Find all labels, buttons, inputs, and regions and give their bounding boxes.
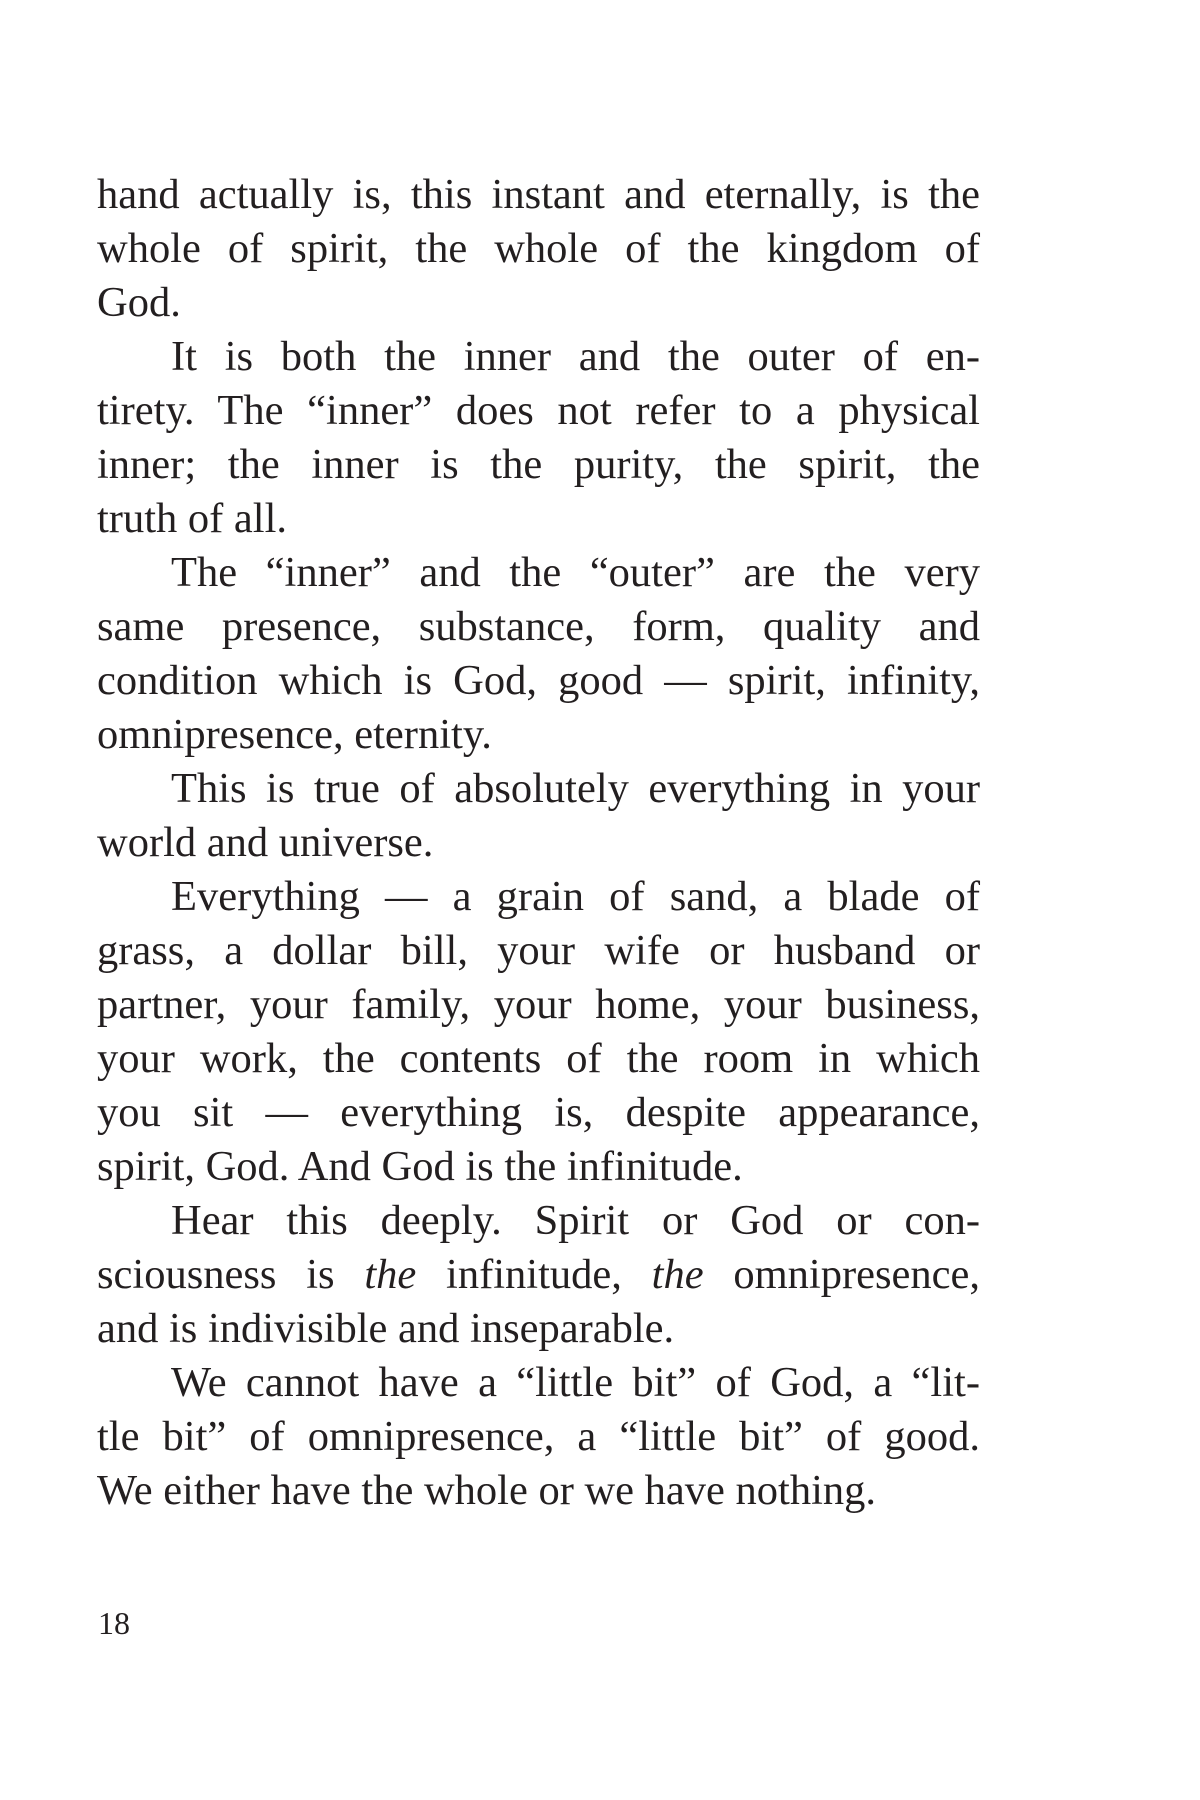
text-run: tle bit” of omnipresence, a “little bit” of good.	[97, 1413, 980, 1460]
text-line	[97, 1032, 980, 1086]
italic-text: the	[651, 1251, 704, 1298]
text-run: It is both the inner and the outer of en-	[171, 333, 980, 380]
text-line	[97, 1410, 980, 1464]
text-run: We cannot have a “little bit” of God, a “lit-	[171, 1359, 980, 1406]
page-number: 18	[98, 1605, 130, 1641]
text-run: The “inner” and the “outer” are the very	[171, 549, 980, 596]
body-text	[97, 168, 980, 1518]
text-run: grass, a dollar bill, your wife or husband or	[97, 927, 980, 974]
text-run: hand actually is, this instant and eternally, is the	[97, 171, 980, 218]
text-run: infinitude,	[416, 1251, 652, 1298]
text-line	[97, 1086, 980, 1140]
text-run: omnipresence, eternity.	[97, 711, 492, 758]
text-run: This is true of absolutely everything in your	[171, 765, 980, 812]
text-line	[97, 1302, 980, 1356]
text-run: inner; the inner is the purity, the spirit, the	[97, 441, 980, 488]
text-run: same presence, substance, form, quality and	[97, 603, 980, 650]
text-line	[97, 438, 980, 492]
text-run: God.	[97, 279, 181, 326]
text-line	[97, 654, 980, 708]
text-run: tirety. The “inner” does not refer to a physical	[97, 387, 980, 434]
text-run: condition which is God, good — spirit, infinity,	[97, 657, 980, 704]
italic-text: the	[364, 1251, 417, 1298]
text-run: spirit, God. And God is the infinitude.	[97, 1143, 743, 1190]
text-run: whole of spirit, the whole of the kingdom of	[97, 225, 980, 272]
text-run: Everything — a grain of sand, a blade of	[171, 873, 980, 920]
text-line	[97, 1194, 980, 1248]
text-line	[97, 978, 980, 1032]
text-line	[97, 492, 980, 546]
text-line	[97, 1140, 980, 1194]
text-line	[97, 222, 980, 276]
text-line	[97, 330, 980, 384]
text-line	[97, 600, 980, 654]
text-line	[97, 546, 980, 600]
text-run: omnipresence,	[703, 1251, 980, 1298]
text-line	[97, 762, 980, 816]
text-line	[97, 924, 980, 978]
text-run: world and universe.	[97, 819, 434, 866]
text-line	[97, 816, 980, 870]
text-run: We either have the whole or we have nothing.	[97, 1467, 877, 1514]
text-line	[97, 708, 980, 762]
text-run: your work, the contents of the room in which	[97, 1035, 980, 1082]
text-run: partner, your family, your home, your business,	[97, 981, 980, 1028]
text-line	[97, 168, 980, 222]
text-line	[97, 276, 980, 330]
text-line	[97, 384, 980, 438]
text-run: Hear this deeply. Spirit or God or con-	[171, 1197, 980, 1244]
text-run: you sit — everything is, despite appearance,	[97, 1089, 980, 1136]
text-line	[97, 870, 980, 924]
text-run: sciousness is	[97, 1251, 365, 1298]
text-line	[97, 1464, 980, 1518]
text-line	[97, 1248, 980, 1302]
text-run: and is indivisible and inseparable.	[97, 1305, 675, 1352]
text-line	[97, 1356, 980, 1410]
text-run: truth of all.	[97, 495, 288, 542]
